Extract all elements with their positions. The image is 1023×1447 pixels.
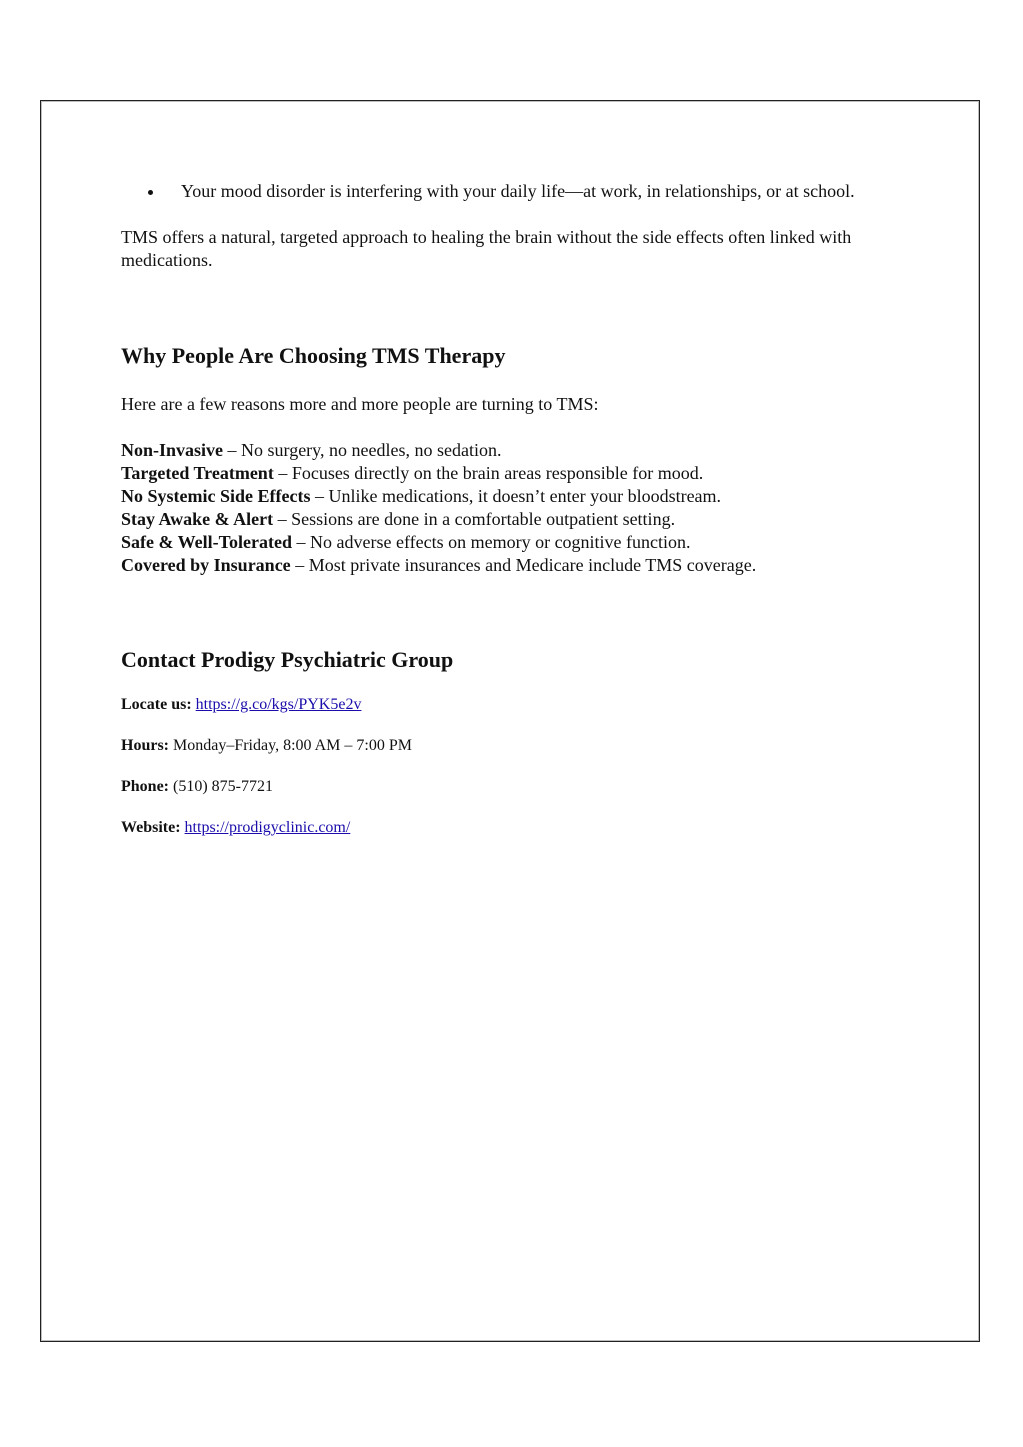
bullet-icon bbox=[148, 190, 153, 195]
document-body bbox=[121, 180, 911, 838]
bullet-text: Your mood disorder is interfering with your daily life—at work, in relationships, or at school. bbox=[181, 181, 855, 201]
reason-item bbox=[121, 531, 911, 554]
reason-item bbox=[121, 554, 911, 577]
list-item bbox=[121, 180, 911, 203]
intro-paragraph: TMS offers a natural, targeted approach to healing the brain without the side effects often linked with medications. bbox=[121, 227, 852, 270]
website-label: Website: bbox=[121, 819, 181, 836]
reason-description: – Sessions are done in a comfortable outpatient setting. bbox=[273, 509, 676, 529]
reason-item bbox=[121, 462, 911, 485]
contact-phone bbox=[121, 777, 911, 797]
reason-description: – Focuses directly on the brain areas responsible for mood. bbox=[273, 463, 704, 483]
reason-term: Stay Awake & Alert bbox=[121, 509, 274, 529]
section-heading-why: Why People Are Choosing TMS Therapy bbox=[121, 343, 506, 368]
reason-description: – Unlike medications, it doesn’t enter your bloodstream. bbox=[310, 486, 722, 506]
reason-item bbox=[121, 508, 911, 531]
locate-link[interactable]: https://g.co/kgs/PYK5e2v bbox=[195, 696, 362, 713]
phone-label: Phone: bbox=[121, 778, 169, 795]
reason-item bbox=[121, 439, 911, 462]
reason-term: Non-Invasive bbox=[121, 440, 224, 460]
locate-label: Locate us: bbox=[121, 696, 192, 713]
reason-item bbox=[121, 485, 911, 508]
reasons-intro: Here are a few reasons more and more people are turning to TMS: bbox=[121, 394, 599, 414]
hours-value: Monday–Friday, 8:00 AM – 7:00 PM bbox=[173, 737, 412, 754]
contact-website bbox=[121, 818, 911, 838]
reason-description: – No adverse effects on memory or cognitive function. bbox=[291, 532, 691, 552]
phone-value: (510) 875-7721 bbox=[173, 778, 273, 795]
contact-hours bbox=[121, 736, 911, 756]
section-heading-contact: Contact Prodigy Psychiatric Group bbox=[121, 647, 454, 672]
reason-description: – Most private insurances and Medicare include TMS coverage. bbox=[290, 555, 757, 575]
hours-label: Hours: bbox=[121, 737, 169, 754]
reasons-list bbox=[121, 439, 911, 577]
website-link[interactable]: https://prodigyclinic.com/ bbox=[184, 819, 351, 836]
reason-term: No Systemic Side Effects bbox=[121, 486, 311, 506]
contact-locate bbox=[121, 695, 911, 715]
reason-term: Targeted Treatment bbox=[121, 463, 274, 483]
bullet-list bbox=[121, 180, 911, 203]
reason-term: Covered by Insurance bbox=[121, 555, 291, 575]
reason-description: – No surgery, no needles, no sedation. bbox=[223, 440, 502, 460]
reason-term: Safe & Well-Tolerated bbox=[121, 532, 292, 552]
